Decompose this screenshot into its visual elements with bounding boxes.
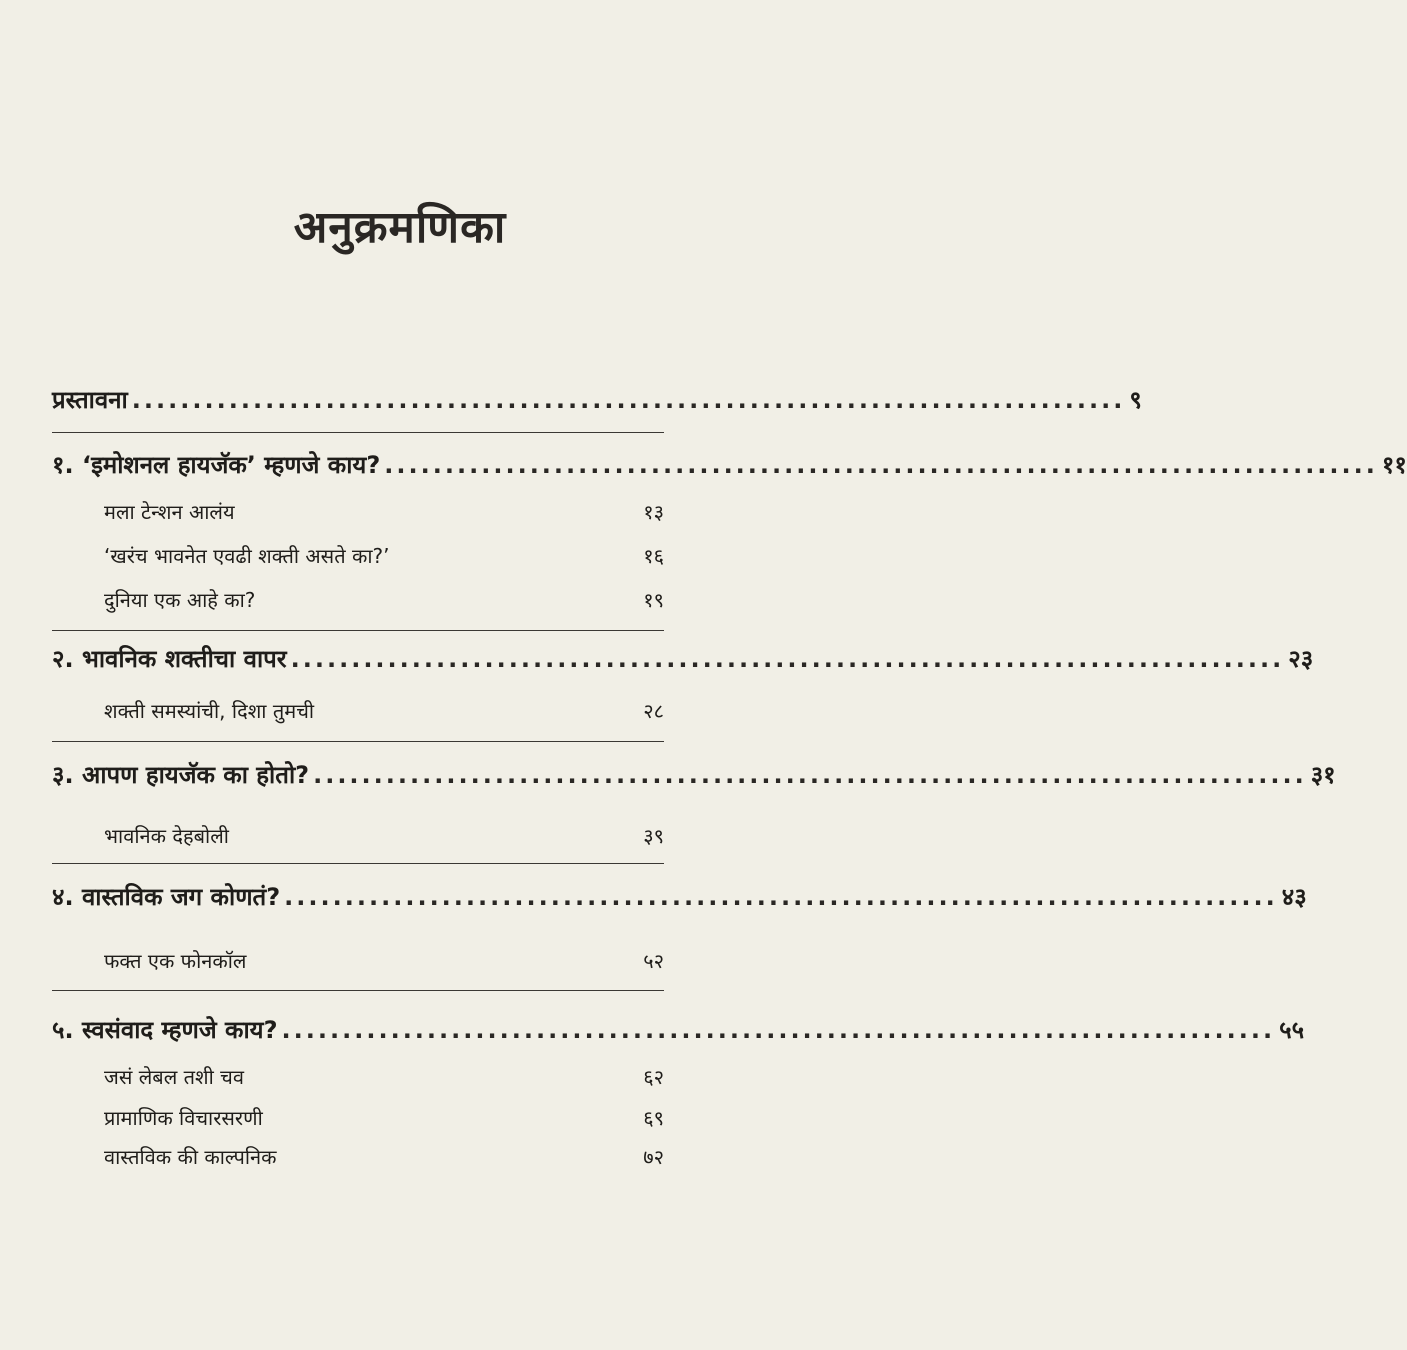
entry-label: ५. स्वसंवाद म्हणजे काय? [52,1016,278,1044]
toc-subentry [104,822,664,849]
toc-subentry [104,1104,664,1131]
entry-label: ४. वास्तविक जग कोणतं? [52,883,281,911]
toc-entry-chapter-3 [52,758,1336,791]
entry-label: शक्ती समस्यांची, दिशा तुमची [104,699,315,723]
toc-title: अनुक्रमणिका [293,202,507,253]
entry-page: ५५ [1279,1016,1305,1044]
section-divider [52,630,664,631]
dot-leader: .................................................................................. [290,645,1285,673]
toc-entry-chapter-4 [52,880,1307,913]
dot-leader: .................................................................................. [284,883,1278,911]
section-divider [52,863,664,864]
toc-subentry [104,586,664,613]
entry-label: वास्तविक की काल्पनिक [104,1145,277,1169]
entry-label: जसं लेबल तशी चव [104,1065,244,1089]
toc-subentry [104,947,664,974]
toc-subentry [104,1143,664,1170]
toc-subentry [104,542,664,569]
entry-label: ‘खरंच भावनेत एवढी शक्ती असते का?’ [104,544,390,568]
entry-label: प्रस्तावना [52,386,128,414]
entry-page: ६९ [643,1106,664,1130]
toc-subentry [104,498,664,525]
entry-page: ९ [1129,386,1142,414]
entry-label: मला टेन्शन आलंय [104,500,235,524]
entry-label: १. ‘इमोशनल हायजॅक’ म्हणजे काय? [52,451,381,479]
entry-label: २. भावनिक शक्तीचा वापर [52,645,287,673]
entry-page: ३९ [643,824,664,848]
entry-page: ११ [1381,451,1407,479]
toc-entry-chapter-1 [52,448,1407,481]
toc-entry-chapter-2 [52,642,1314,675]
entry-page: ३१ [1310,761,1336,789]
entry-page: १९ [643,588,664,612]
entry-page: ६२ [643,1065,664,1089]
toc-subentry [104,1063,664,1090]
entry-page: १३ [643,500,664,524]
entry-page: ४३ [1281,883,1307,911]
section-divider [52,432,664,433]
dot-leader: .................................................................................. [281,1016,1276,1044]
entry-page: १६ [643,544,664,568]
section-divider [52,741,664,742]
entry-label: भावनिक देहबोली [104,824,229,848]
entry-page: २३ [1288,645,1314,673]
dot-leader: .................................................................................. [384,451,1378,479]
entry-label: दुनिया एक आहे का? [104,588,256,612]
dot-leader: .................................................................................. [313,761,1307,789]
dot-leader: .................................................................................. [131,386,1126,414]
toc-subentry [104,697,664,724]
toc-entry-preface [52,383,1142,416]
entry-label: प्रामाणिक विचारसरणी [104,1106,263,1130]
entry-label: फक्त एक फोनकॉल [104,949,247,973]
entry-page: २८ [643,699,664,723]
entry-label: ३. आपण हायजॅक का होतो? [52,761,310,789]
entry-page: ७२ [643,1145,664,1169]
entry-page: ५२ [643,949,664,973]
toc-entry-chapter-5 [52,1013,1305,1046]
section-divider [52,990,664,991]
